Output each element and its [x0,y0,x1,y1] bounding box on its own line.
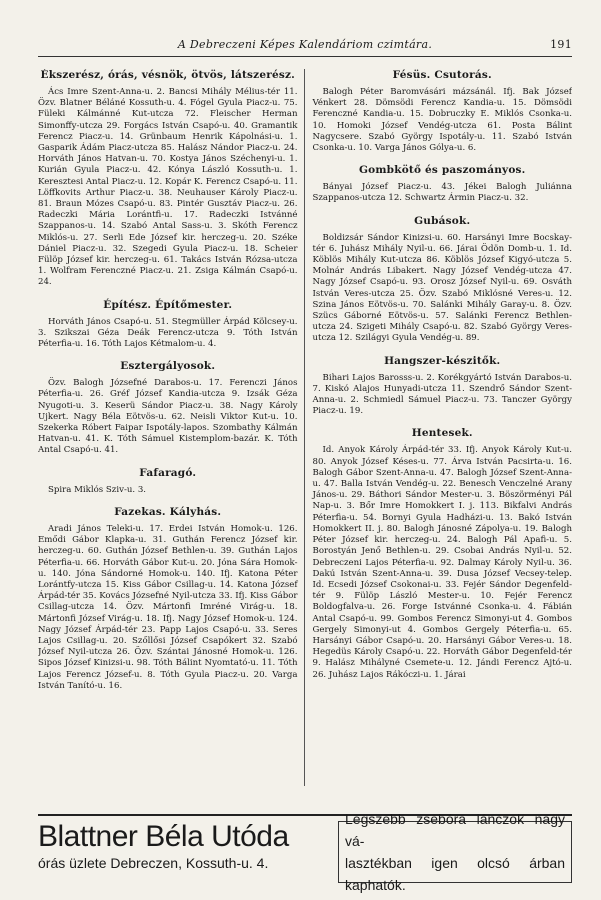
directory-columns [38,69,572,786]
section-combmakers [313,69,573,154]
section-heading: Gombkötő és paszományos. [359,164,526,177]
advertisement-address: órás üzlete Debreczen, Kossuth-u. 4. [38,855,269,871]
running-title: A Debreczeni Képes Kalendáriom czimtára. [177,38,433,51]
advertisement-slogan-line: lasztékban igen olcsó árban kaphatók. [345,855,565,893]
section-potters [38,506,298,692]
section-instrument-makers [313,355,573,418]
section-body: Özv. Balogh Józsefné Darabos-u. 17. Ferenczi János Péterfia-u. 26. Gréf József Kandia-utcza 9. Izsák Géza Nyugoti-u. 3. Keserü Sándor Piacz-u. 38. Nagy Károly Ujkert. Nagy Béla Eötvös-u. 62. Neisli Viktor Kut-u. 10. Szekerka Róbert Faipar Ispotály-lapos. Szombathy Kálmán Hatvan-u. 41. K. Tóth Sámuel Kistemplom-bazár. K. Tóth Antal Csapó-u. 41. [38,378,298,456]
header-rule [38,56,572,57]
section-heading: Építész. Építőmester. [103,298,233,311]
section-body: Balogh Péter Baromvásári mázsánál. Ifj. Bak József Vénkert 28. Dömsödi Ferencz Kandia-u. 15. Dömsödi Ferenczné Kandia-u. 15. Dobruczky E. Miklós Csonka-u. 10. Homoki József Vendég-utcza 61. Posta Bálint Nagycsere. Szabó György Ispotály-u. 11. Szabó István Csonka-u. 10. Varga János Gólya-u. 6. [312,87,572,154]
advertisement-slogan-box [338,811,572,893]
section-heading: Fésüs. Csutorás. [392,69,492,81]
advertisement-brand-block [38,821,338,883]
section-architects [38,299,298,351]
running-head [38,38,572,54]
section-heading: Hangszer-készitők. [384,354,501,367]
right-column [304,69,573,786]
section-woodcarver [38,467,298,496]
page-number: 191 [550,38,572,51]
section-button-makers [313,164,573,204]
section-body: Spira Miklós Sziv-u. 3. [48,484,147,495]
section-heading: Ékszerész, órás, vésnök, ötvös, látszerész. [40,69,295,81]
section-body: Bányai József Piacz-u. 43. Jékei Balogh Juliánna Szappanos-utcza 12. Schwartz Ármin Piacz-u. 32. [312,182,572,204]
section-body: Aradi János Teleki-u. 17. Erdei István Homok-u. 126. Emődi Gábor Klapka-u. 31. Guthán Ferencz József kir. herczeg-u. 60. Guthán József Bethlen-u. 39. Guthán Lajos Péterfia-u. 66. Horváth Gábor Kut-u. 20. Jóna Sára Homok-u. 140. Jóna Sándorné Homok-u. 140. Ifj. Katona Péter Lorántfy-utcza 15. Kiss Gábor Csillag-u. 14. Katona József Árpád-tér 35. Kovács Józsefné Nyil-utcza 33. Ifj. Kiss Gábor Csillag-utcza 14. Özv. Mártonfi Imréné Virág-u. 18. Mártonfi József Virág-u. 18. Ifj. Nagy József Homok-u. 124. Nagy József Árpád-tér 23. Papp Lajos Csapó-u. 33. Seres Lajos Csillag-u. 20. Szőllősi József Csapókert 32. Szabó József Nyil-utcza 26. Özv. Szántai Jánosné Homok-u. 126. Sipos József Kinizsi-u. 98. Tóth Bálint Nyomtató-u. 11. Tóth Lajos Ferencz József-u. 8. Tóth Gyula Piacz-u. 20. Varga István Tanító-u. 16. [38,523,298,691]
section-weavers [313,215,573,345]
section-butchers [313,427,573,680]
advertisement [38,811,572,893]
section-heading: Esztergályosok. [120,360,216,373]
section-heading: Hentesek. [411,427,473,440]
section-body: Id. Anyok Károly Árpád-tér 33. Ifj. Anyok Károly Kut-u. 80. Anyok József Késes-u. 77. Árva István Pacsirta-u. 16. Balogh Gábor Szent-Anna-u. 47. Balogh József Szent-Anna-u. 47. Balla István Vendég-u. 22. Benesch Venczelné Arany János-u. 29. Báthori Sándor Mester-u. 3. Böszörményi Pál Nap-u. 3. Bőr Imre Homokkert I. j. 113. Bikfalvi András Péterfia-u. 54. Bornyi Gyula Hadházi-u. 13. Bakó István Homokkert II. j. 80. Balogh Jánosné Zápolya-u. 19. Balogh Péter József kir. herczeg-u. 24. Balogh Pál Apafi-u. 5. Borostyán Jenő Bethlen-u. 29. Csobai András Nyil-u. 52. Debreczeni Lajos Péterfia-u. 92. Dalmay Károly Nyil-u. 36. Dakú István Szent-Anna-u. 39. Dusa József Vecsey-telep. Id. Ecsedi József Csokonai-u. 33. Fejér Sándor Degenfeld-tér 9. Fülöp László Mester-u. 10. Fejér Ferencz Boldogfalva-u. 26. Forge Istvánné Csonka-u. 4. Fábián Antal Csapó-u. 99. Gombos Ferencz Simonyi-ut 4. Gombos Gergely Simonyi-ut 4. Gombos Gergely Péterfia-u. 65. Harsányi Gábor Csapó-u. 20. Harsányi Gábor Veres-u. 18. Hegedüs Károly Csapó-u. 22. Horváth Gábor Degenfeld-tér 9. Halász Mihályné Csemete-u. 12. Jándi Ferencz Ajtó-u. 26. Juhász Lajos Rákóczi-u. 1. Járai [312,445,572,680]
section-turners [38,360,298,456]
section-body: Bihari Lajos Barosss-u. 2. Korékgyártó István Darabos-u. 7. Kiskó Alajos Hunyadi-utcza 11. Szendrő Sándor Szent-Anna-u. 2. Schmiedl Sámuel Piacz-u. 73. Tanczer György Piacz-u. 19. [312,372,572,417]
advertisement-slogan-line: Legszebb zsebóra lánczok nagy vá- [345,811,565,849]
section-heading: Fazekas. Kályhás. [114,505,222,518]
section-body: Horváth János Csapó-u. 51. Stegmüller Árpád Kölcsey-u. 3. Szikszai Géza Deák Ferencz-utcza 9. Tóth István Péterfia-u. 16. Tóth Lajos Kétmalom-u. 4. [38,316,298,350]
left-column [38,69,304,786]
section-heading: Fafaragó. [139,466,197,479]
document-page [38,38,572,893]
section-heading: Gubások. [414,214,471,227]
advertisement-brand: Blattner Béla Utóda [38,820,289,853]
section-jewellers [38,69,298,289]
section-body: Boldizsár Sándor Kinizsi-u. 60. Harsányi Imre Bocskay-tér 6. Juhász Mihály Nyil-u. 66. Járai Ödön Domb-u. 1. Id. Köblös Mihály Kut-utcza 86. Köblös József Kigyó-utcza 5. Molnár András Libakert. Nagy József Vendég-utcza 47. Nagy József Csapó-u. 93. Orosz József Nyil-u. 69. Osváth István Veres-utcza 25. Özv. Szabó Miklósné Veres-u. 12. Szina János Eötvös-u. 70. Salánki Mihály Garay-u. 8. Özv. Szücs Gáborné Eötvös-u. 57. Salánki Ferencz Bethlen-utcza 24. Szigeti Mihály Csapó-u. 82. Szabó György Veres-utcza 12. Szilágyi Gyula Vendég-u. 89. [312,232,572,344]
section-body: Ács Imre Szent-Anna-u. 2. Bancsi Mihály Mélius-tér 11. Özv. Blatner Béláné Kossuth-u. 4. Fógel Gyula Piacz-u. 75. Füleki Kálmánné Kut-utcza 72. Fleischer Herman Simonffy-utcza 29. Forgács István Csapó-u. 40. Gramantik Ferencz Piacz-u. 14. Grünbaum Henrik Kápolnási-u. 1. Gasparik Ádám Piacz-utcza 85. Halász Nándor Piacz-u. 24. Horváth János Hatvan-u. 70. Kostya János Széchenyi-u. 1. Kurián Gyula Piacz-u. 42. Kónya László Kossuth-u. 1. Keresztesi Antal Piacz-u. 12. Kopár K. Ferencz Csapó-u. 11. Löffkovits Arthur Piacz-u. 38. Neuhauser Károly Piacz-u. 81. Braun Mózes Csapó-u. 83. Pintér Gusztáv Piacz-u. 26. Radeczki Mária Lorántfi-u. 17. Radeczki Istvánné Szappanos-u. 14. Szabó Antal Sass-u. 3. Skóth Ferencz Miklós-u. 27. Serli Ede József kir. herczeg-u. 20. Széke Dániel Piacz-u. 32. Szegedi Gyula Piacz-u. 18. Scheier Fülöp József kir. herczeg-u. 61. Takács István Rózsa-utcza 1. Wolfram Ferenczné Piacz-u. 21. Zsiga Kálmán Csapó-u. 24. [38,87,298,288]
